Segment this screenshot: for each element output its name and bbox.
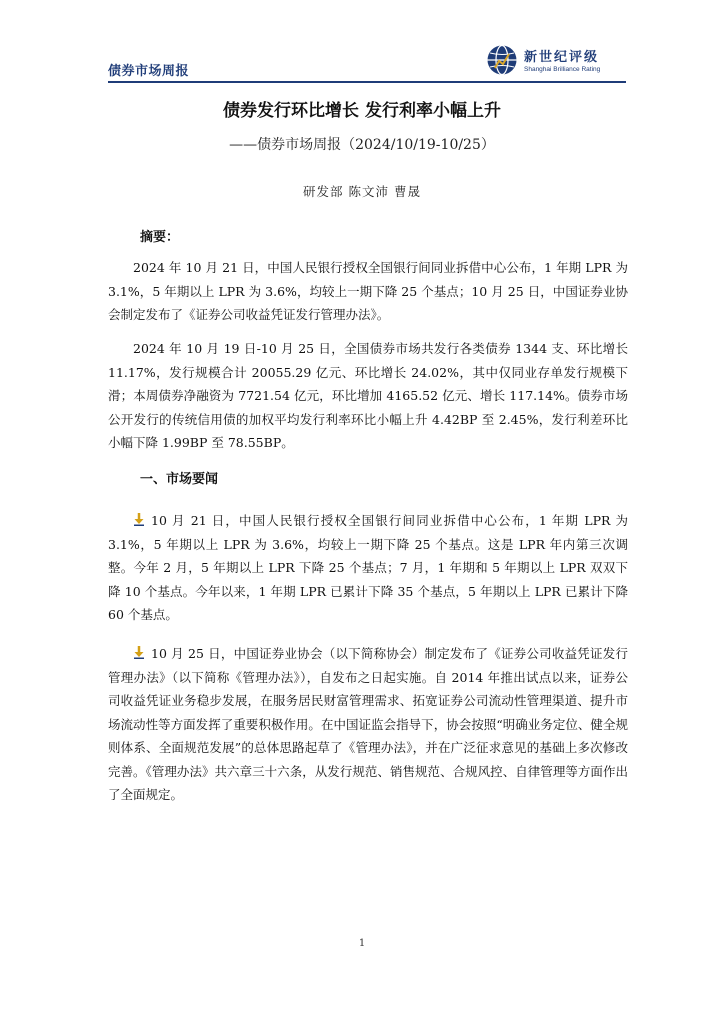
authors-line: 研发部 陈文沛 曹晟 [303,184,421,199]
arrow-bullet-icon [133,513,145,526]
page-number: 1 [358,938,366,949]
section-market-news-heading: 一、市场要闻 [140,472,219,487]
brand-logo [486,44,626,78]
news-item-1 [108,509,628,627]
logo-chinese-name: 新世纪评级 [524,50,600,65]
page-header [0,0,724,84]
arrow-bullet-icon [133,646,145,659]
logo-english-name: Shanghai Brilliance Rating [524,66,601,73]
header-title: 债券市场周报 [108,64,190,79]
globe-logo-icon [486,44,518,76]
document-title: 债券发行环比增长 发行利率小幅上升 [223,101,501,121]
abstract-paragraph-1: 2024 年 10 月 21 日，中国人民银行授权全国银行间同业拆借中心公布，1 年期 LPR 为 3.1%，5 年期以上 LPR 为 3.6%，均较上一期下降 25 个基点；10 月 25 日，中国证券业协会制定发布了《证券公司收益凭证发行管理办法》。 [108,260,628,322]
abstract-paragraph-2: 2024 年 10 月 19 日-10 月 25 日，全国债券市场共发行各类债券 1344 支、环比增长 11.17%，发行规模合计 20055.29 亿元、环比增长 24.02%，其中仅同业存单发行规模下滑；本周债券净融资为 7721.54 亿元，环比增加 4165.52 亿元、增长 117.14%。债券市场公开发行的传统信用债的加权平均发行利率环比小幅上升 4.42BP 至 2.45%，发行利差环比小幅下降 1.99BP 至 78.55BP。 [108,341,628,450]
abstract-heading: 摘要： [140,230,180,245]
news-item-2 [108,642,628,807]
news-item-2-text: 10 月 25 日，中国证券业协会（以下简称协会）制定发布了《证券公司收益凭证发行管理办法》（以下简称《管理办法》），自发布之日起实施。自 2014 年推出试点以来，证券公司收益凭证业务稳步发展，在服务居民财富管理需求、拓宽证券公司流动性管理渠道、提升市场流动性等方面发挥了重要积极作用。在中国证监会指导下，协会按照“明确业务定位、健全规则体系、全面规范发展”的总体思路起草了《管理办法》，并在广泛征求意见的基础上多次修改完善。《管理办法》共六章三十六条，从发行规范、销售规范、合规风控、自律管理等方面作出了全面规定。 [108,646,628,802]
header-divider [108,81,626,83]
news-item-1-text: 10 月 21 日，中国人民银行授权全国银行间同业拆借中心公布，1 年期 LPR 为 3.1%，5 年期以上 LPR 为 3.6%，均较上一期下降 25 个基点。这是 LPR 年内第三次调整。今年 2 月，5 年期以上 LPR 下降 25 个基点；7 月，1 年期和 5 年期以上 LPR 双双下降 10 个基点。今年以来，1 年期 LPR 已累计下降 35 个基点，5 年期以上 LPR 已累计下降 60 个基点。 [108,513,628,622]
document-subtitle: ——债券市场周报（2024/10/19-10/25） [229,137,495,153]
